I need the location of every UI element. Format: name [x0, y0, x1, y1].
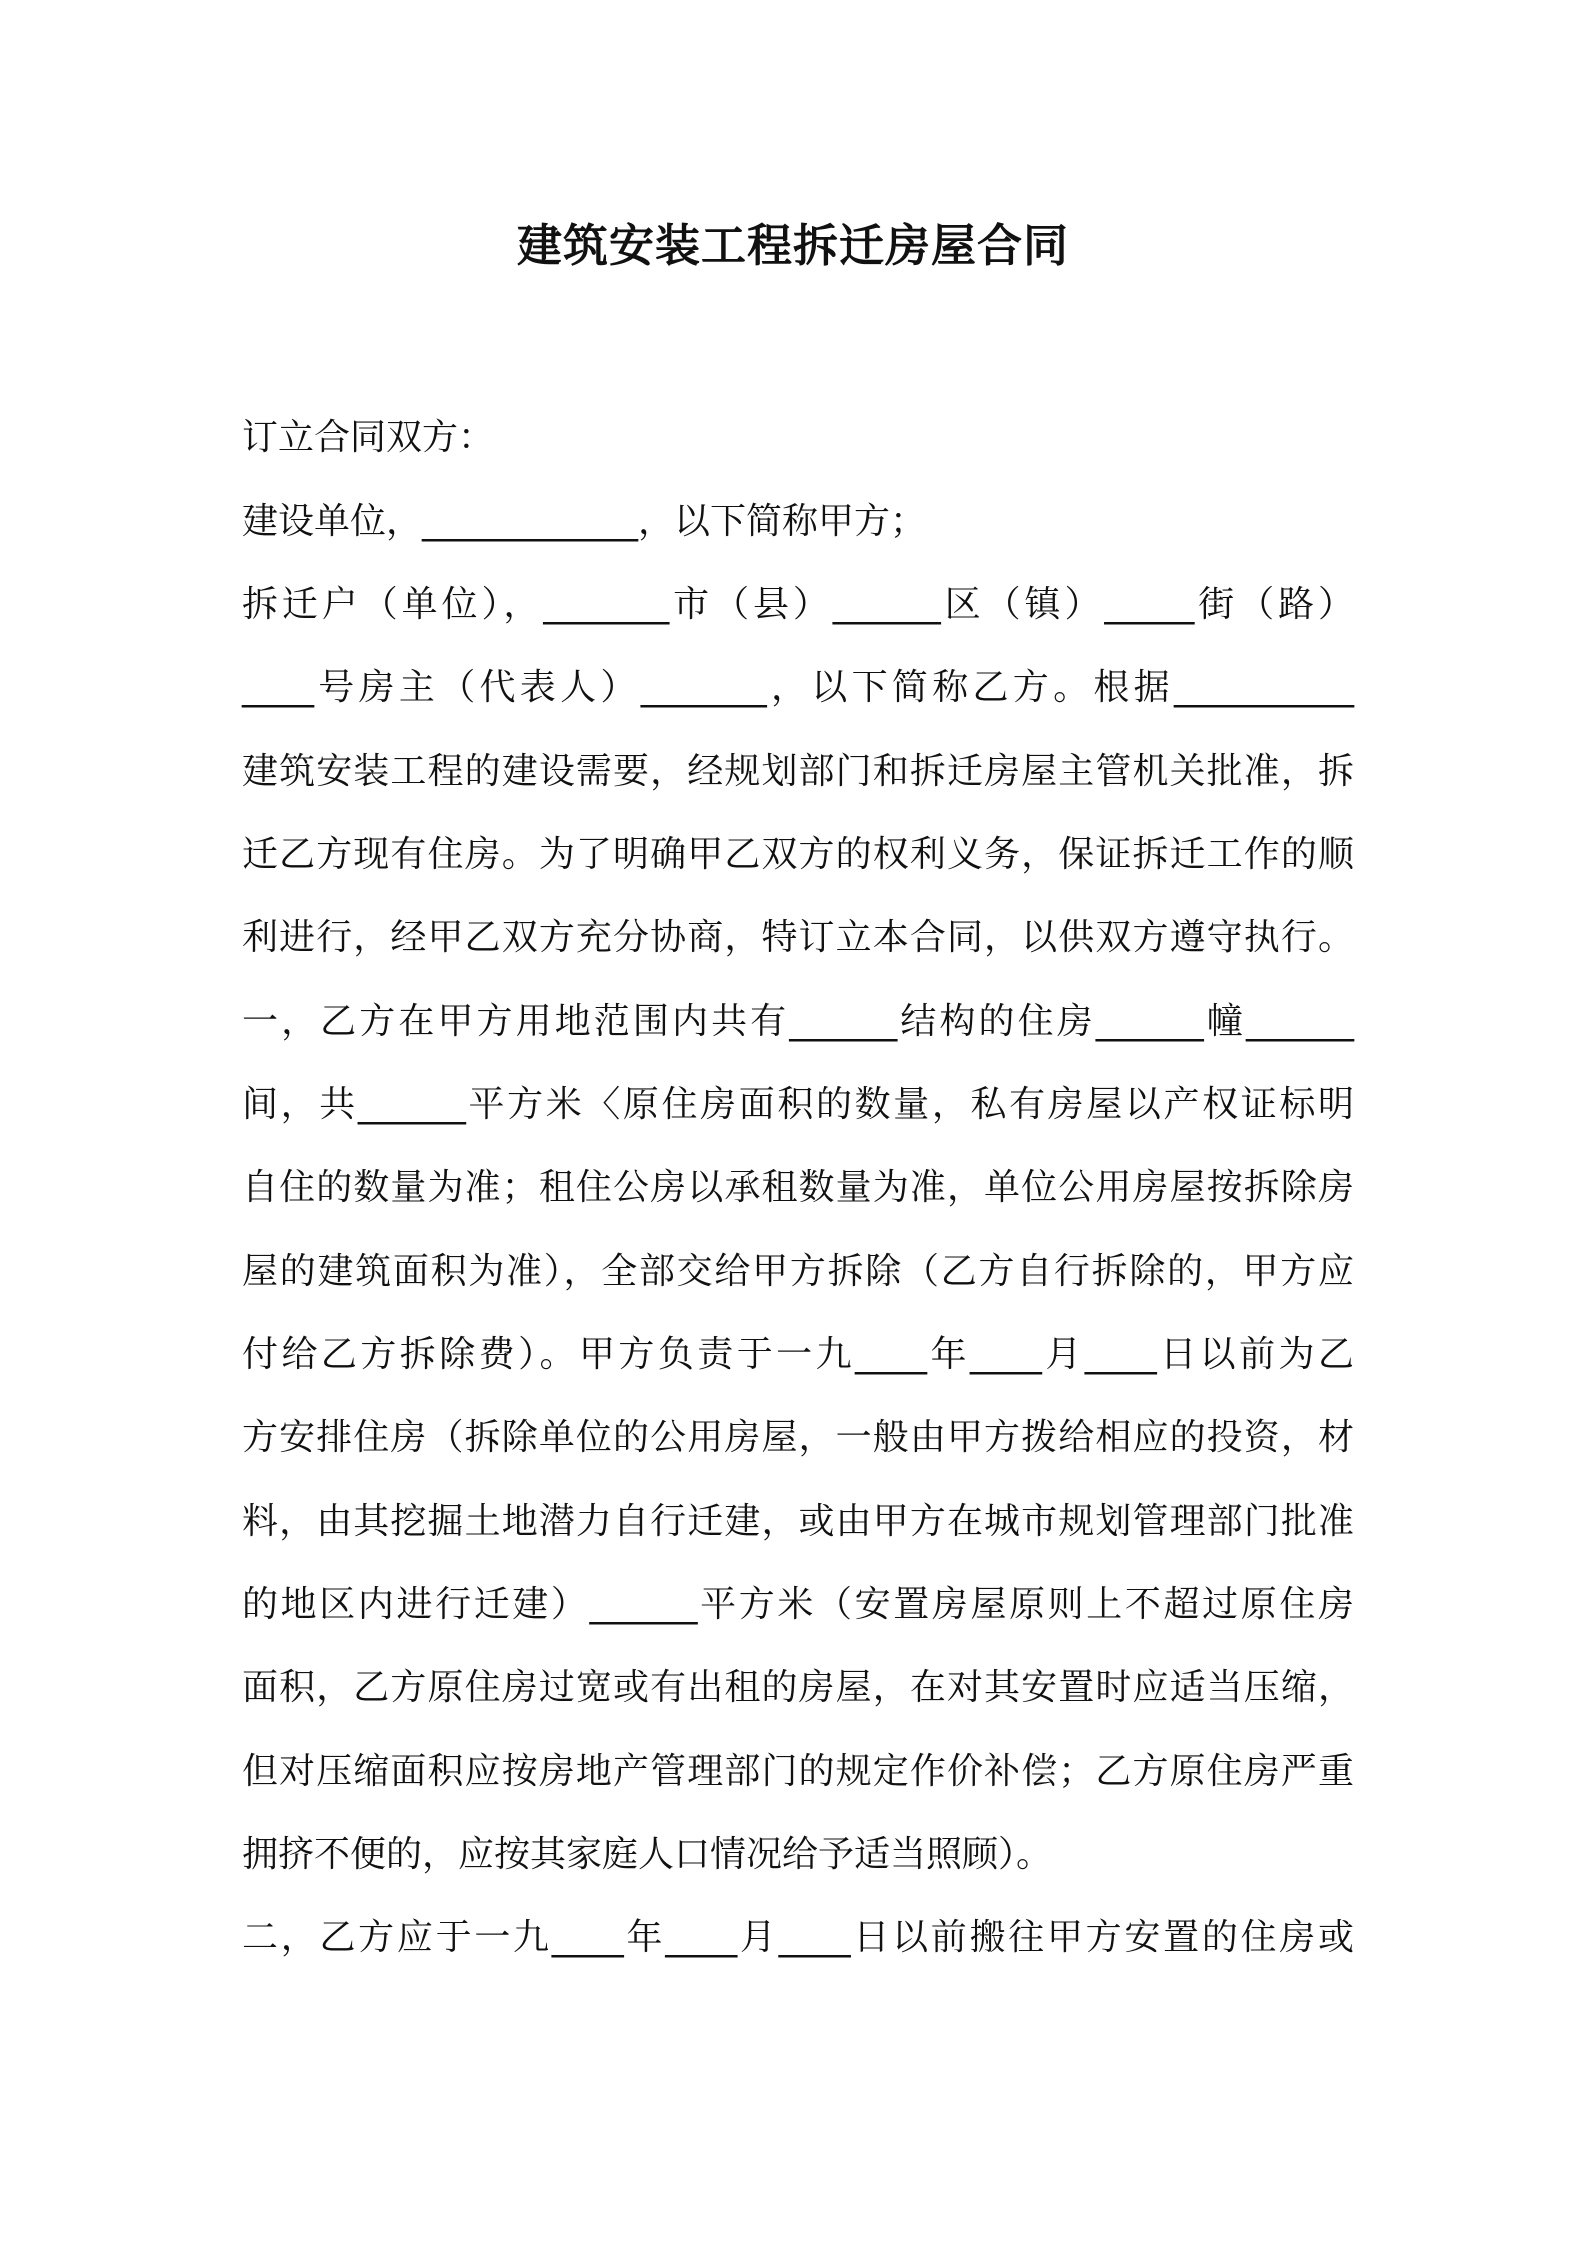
text-line: 屋的建筑面积为准），全部交给甲方拆除（乙方自行拆除的，甲方应	[242, 1251, 1354, 1292]
text-line-clause-2: 二，乙方应于一九____年____月____日以前搬往甲方安置的住房或	[242, 1917, 1354, 1958]
document-title: 建筑安装工程拆迁房屋合同	[516, 219, 1069, 272]
text-line: 迁乙方现有住房。为了明确甲乙双方的权利义务，保证拆迁工作的顺	[242, 834, 1354, 875]
text-line: 付给乙方拆除费）。甲方负责于一九____年____月____日以前为乙	[242, 1334, 1354, 1375]
text-line-parties: 订立合同双方：	[242, 417, 495, 458]
text-line: 利进行，经甲乙双方充分协商，特订立本合同，以供双方遵守执行。	[242, 917, 1354, 958]
text-line: 拆迁户（单位），_______市（县）______区（镇）_____街（路）	[242, 584, 1354, 625]
text-line: 方安排住房（拆除单位的公用房屋，一般由甲方拨给相应的投资，材	[242, 1417, 1354, 1458]
text-line-party-a: 建设单位，____________，以下简称甲方；	[242, 501, 927, 542]
text-line-clause-1: 一，乙方在甲方用地范围内共有______结构的住房______幢______	[242, 1001, 1354, 1042]
text-line: 面积，乙方原住房过宽或有出租的房屋，在对其安置时应适当压缩，	[242, 1667, 1354, 1708]
text-line: ____号房主（代表人）_______，以下简称乙方。根据__________	[242, 667, 1354, 708]
text-line: 但对压缩面积应按房地产管理部门的规定作价补偿；乙方原住房严重	[242, 1751, 1354, 1792]
text-line: 料，由其挖掘土地潜力自行迁建，或由甲方在城市规划管理部门批准	[242, 1501, 1354, 1542]
text-line: 自住的数量为准；租住公房以承租数量为准，单位公用房屋按拆除房	[242, 1167, 1354, 1208]
text-line: 建筑安装工程的建设需要，经规划部门和拆迁房屋主管机关批准，拆	[242, 751, 1354, 792]
text-line: 间，共______平方米〈原住房面积的数量，私有房屋以产权证标明	[242, 1084, 1354, 1125]
text-line: 拥挤不便的，应按其家庭人口情况给予适当照顾）。	[242, 1834, 1053, 1875]
text-line: 的地区内进行迁建）______平方米（安置房屋原则上不超过原住房	[242, 1584, 1354, 1625]
